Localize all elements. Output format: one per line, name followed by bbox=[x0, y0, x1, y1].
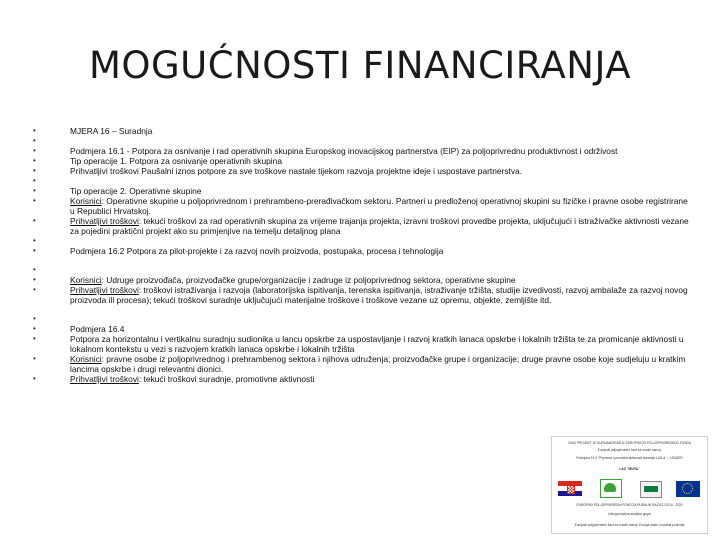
bullet-dot: • bbox=[33, 196, 36, 205]
bullet-underlined-label: Korisnici bbox=[70, 275, 102, 285]
footer-line-6: Udruga lokalna akcijska grupa bbox=[608, 512, 651, 516]
bullet-dot: • bbox=[33, 126, 36, 135]
bullet-item bbox=[30, 126, 690, 136]
bullet-underlined-label: Prihvatljivi troškovi bbox=[70, 216, 139, 226]
bullet-item bbox=[30, 324, 690, 334]
bullet-item bbox=[30, 196, 690, 216]
bullet-dot: • bbox=[33, 236, 36, 245]
bullet-text: : troškovi istraživanja i razvoja (laboratorijska ispitivanja, terenska ispitivanja, istraživanje tržišta, studije izvedivosti, razvoj ambalaže za razvoj novog proizvoda ili procesa); tekući troškovi suradnje uključujući materijalne troškove i troškove vezane uz opremu, objekte, zemljište itd. bbox=[70, 285, 688, 305]
bullet-dot: • bbox=[33, 285, 36, 294]
bullet-dot: • bbox=[33, 216, 36, 225]
bullet-text: Tip operacije 1. Potpora za osnivanje operativnih skupina bbox=[70, 156, 282, 166]
bullet-text: : tekući troškovi suradnje, promotivne aktivnosti bbox=[138, 374, 315, 384]
bullet-text: : pravne osobe iz poljoprivrednog i prehrambenog sektora i njihova udruženja; proizvođačke grupe i organizacije; druge pravne osobe koje sudjeluju u kratkim lancima opskrbe i drugi relevantni dionici. bbox=[70, 354, 686, 374]
spacer bbox=[30, 305, 690, 314]
page-title: MOGUĆNOSTI FINANCIRANJA bbox=[88, 44, 632, 87]
bullet-dot: • bbox=[33, 146, 36, 155]
bullet-underlined-label: Prihvatljivi troškovi bbox=[70, 285, 139, 295]
eu-flag-icon bbox=[676, 481, 700, 497]
bullet-text: Podmjera 16.4 bbox=[70, 324, 125, 334]
bullet-text: Potpora za horizontalnu i vertikalnu suradnju sudionika u lancu opskrbe za uspostavljanje i razvoj kratkih lanaca opskrbe i lokalnih tržišta te za promicanje aktivnosti u lokalnom kontekstu u vezi s razvojem kratkih lanaca opskrbe i lokalnih tržišta bbox=[70, 334, 684, 354]
bullet-dot: • bbox=[33, 166, 36, 175]
bullet-text: Prihvatljivi troškovi Paušalni iznos potpore za sve troškove nastale tijekom razvoja projektne ideje i uspostave partnerstva. bbox=[70, 166, 523, 176]
bullet-dot: • bbox=[33, 374, 36, 383]
bullet-dot: • bbox=[33, 246, 36, 255]
bullet-dot: • bbox=[33, 176, 36, 185]
bullet-item bbox=[30, 314, 690, 324]
bullet-dot: • bbox=[33, 156, 36, 165]
bullet-item bbox=[30, 146, 690, 156]
eu-funding-footer bbox=[551, 436, 708, 534]
croatia-flag-icon bbox=[558, 481, 582, 496]
footer-line-5: EUROPSKI POLJOPRIVREDNI FOND ZA RURALNI RAZVOJ 2014 - 2020 bbox=[576, 503, 683, 507]
bullet-underlined-label: Korisnici bbox=[70, 354, 102, 364]
bullet-text: : Udruge proizvođača, proizvođačke grupe/organizacije i zadruge iz poljoprivrednog sektora, operativne skupine bbox=[101, 275, 516, 285]
bullet-item bbox=[30, 354, 690, 374]
footer-line-3: Podmjera 19.3 "Priprema i provedba aktivnosti suradnje LAG-a" – LEADER bbox=[576, 456, 683, 460]
bullet-text: : Operativne skupine u poljoprivrednom i prehrambeno-prerađivačkom sektoru. Partneri u predloženoj operativnoj skupini su fizičke i pravne osobe registrirane u Republici Hrvatskoj. bbox=[70, 196, 688, 216]
bullet-item bbox=[30, 176, 690, 186]
bullet-item bbox=[30, 334, 690, 354]
bullet-dot: • bbox=[33, 354, 36, 363]
leader-logo-icon bbox=[640, 481, 662, 498]
bullet-dot: • bbox=[33, 275, 36, 284]
spacer bbox=[30, 256, 690, 265]
bullet-item bbox=[30, 216, 690, 236]
bullet-text: MJERA 16 – Suradnja bbox=[70, 126, 153, 136]
bullet-item bbox=[30, 285, 690, 305]
bullet-dot: • bbox=[33, 265, 36, 274]
bullet-item bbox=[30, 236, 690, 246]
bullet-text: Podmjera 16.1 - Potpora za osnivanje i rad operativnih skupina Europskog inovacijskog partnerstva (EIP) za poljoprivrednu produktivnost i održivost bbox=[70, 146, 618, 156]
bullet-item bbox=[30, 275, 690, 285]
bullet-item bbox=[30, 186, 690, 196]
footer-line-2: Europski poljoprivredni fond za ruralni razvoj: bbox=[597, 448, 662, 452]
bullet-item bbox=[30, 166, 690, 176]
bullet-dot: • bbox=[33, 186, 36, 195]
bullet-text: Tip operacije 2. Operativne skupine bbox=[70, 186, 202, 196]
bullet-dot: • bbox=[33, 136, 36, 145]
bullet-underlined-label: Prihvatljivi troškovi bbox=[70, 374, 139, 384]
bullet-item bbox=[30, 374, 690, 384]
footer-line-7: Europski poljoprivredni fond za ruralni razvoj: Europa ulaže u ruralna područja bbox=[574, 523, 685, 527]
bullet-item bbox=[30, 156, 690, 166]
bullet-item bbox=[30, 246, 690, 256]
bullet-item bbox=[30, 136, 690, 146]
bullet-item bbox=[30, 265, 690, 275]
footer-line-1: OVAJ PROJEKT JE SUFINANCIRAN IZ EUROPSKOG POLJOPRIVREDNOG FONDA bbox=[568, 441, 691, 445]
bullet-dot: • bbox=[33, 314, 36, 323]
bullet-list bbox=[30, 126, 690, 384]
bullet-underlined-label: Korisnici bbox=[70, 196, 102, 206]
bullet-text: : tekući troškovi za rad operativnih skupina za vrijeme trajanja projekta, izravni troškovi provedbe projekta, uključujući i istraživačke aktivnosti vezane za pojedini praktični projekt ako su primjenjive na temelju detaljnog plana bbox=[70, 216, 689, 236]
bullet-text: Podmjera 16.2 Potpora za pilot-projekte i za razvoj novih proizvoda, postupaka, procesa i tehnologija bbox=[70, 246, 444, 256]
bullet-dot: • bbox=[33, 324, 36, 333]
eafrd-logo-icon bbox=[600, 479, 622, 498]
footer-line-4: LAG "MURA" bbox=[619, 467, 640, 471]
bullet-dot: • bbox=[33, 334, 36, 343]
